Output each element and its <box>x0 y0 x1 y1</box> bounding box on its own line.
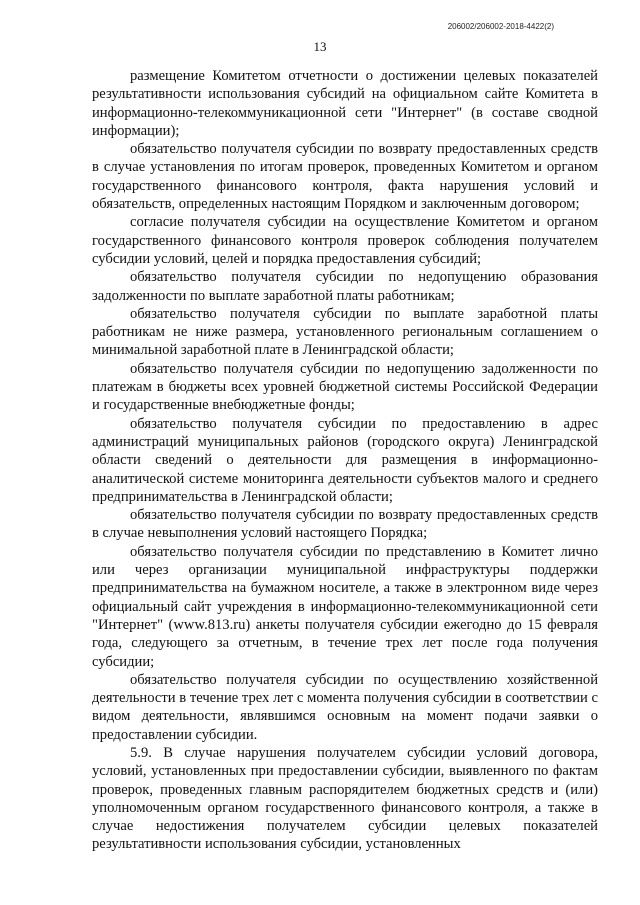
page-number: 13 <box>313 39 327 54</box>
paragraph: 5.9. В случае нарушения получателем субсидии условий договора, условий, установленных при предоставлении субсидии, выявленного по фактам проверок, проведенных главным распорядителем бюджетных средств и (или) уполномоченным органом государственного финансового контроля, а также в случае недостижения получателем субсидии целевых показателей результативности использования субсидии, установленных <box>92 744 598 853</box>
paragraph: обязательство получателя субсидии по возврату предоставленных средств в случае установления по итогам проверок, проведенных Комитетом и органом государственного финансового контроля, факта нарушения условий и обязательств, определенных настоящим Порядком и заключенным договором; <box>92 141 598 213</box>
paragraph: обязательство получателя субсидии по недопущению задолженности по платежам в бюджеты всех уровней бюджетной системы Российской Федерации и государственные внебюджетные фонды; <box>92 360 598 414</box>
paragraph: обязательство получателя субсидии по выплате заработной платы работникам не ниже размера, установленного региональным соглашением о минимальной заработной плате в Ленинградской области; <box>92 305 598 359</box>
document-body <box>92 67 598 854</box>
paragraph: обязательство получателя субсидии по предоставлению в адрес администраций муниципальных районов (городского округа) Ленинградской области сведений о деятельности для размещения в информационно-аналитической системе мониторинга деятельности субъектов малого и среднего предпринимательства в Ленинградской области; <box>92 415 598 505</box>
paragraph: обязательство получателя субсидии по недопущению образования задолженности по выплате заработной платы работникам; <box>92 269 598 304</box>
paragraph: согласие получателя субсидии на осуществление Комитетом и органом государственного финансового контроля проверок соблюдения получателем субсидии условий, целей и порядка предоставления субсидий; <box>92 214 598 267</box>
paragraph: обязательство получателя субсидии по представлению в Комитет лично или через организации муниципальной инфраструктуры поддержки предпринимательства на бумажном носителе, а также в электронном виде через официальный сайт учреждения в информационно-телекоммуникационной сети "Интернет" (www.813.ru) анкеты получателя субсидии ежегодно до 15 февраля года, следующего за отчетным, в течение трех лет после года получения субсидии; <box>92 543 598 670</box>
paragraph: размещение Комитетом отчетности о достижении целевых показателей результативности использования субсидий на официальном сайте Комитета в информационно-телекоммуникационной сети "Интернет" (в составе сводной информации); <box>92 68 598 139</box>
paragraph: обязательство получателя субсидии по возврату предоставленных средств в случае невыполнения условий настоящего Порядка; <box>92 507 598 542</box>
document-id: 206002/206002-2018-4422(2) <box>447 22 554 31</box>
paragraph: обязательство получателя субсидии по осуществлению хозяйственной деятельности в течение трех лет с момента получения субсидии в соответствии с видом деятельности, являвшимся основным на момент подачи заявки о предоставлении субсидии. <box>92 671 598 743</box>
